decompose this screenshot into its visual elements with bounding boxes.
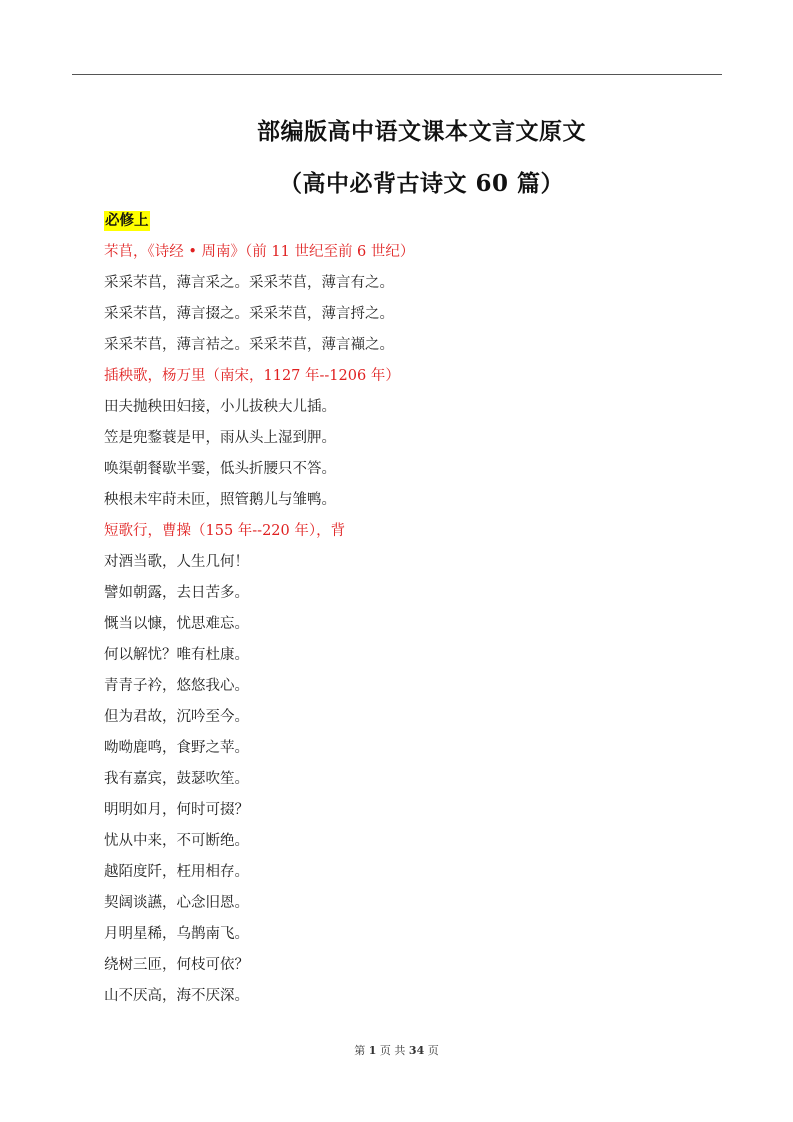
poem-line: 田夫抛秧田妇接，小儿拔秧大儿插。	[104, 399, 336, 415]
footer-suffix: 页	[427, 1044, 439, 1057]
section-label-row	[104, 206, 724, 237]
poem-line: 对酒当歌，人生几何！	[104, 554, 249, 570]
poem-heading: 短歌行，曹操（155 年--220 年），背	[104, 523, 346, 539]
header-rule	[72, 74, 722, 75]
page-footer	[0, 1042, 793, 1058]
poem-line: 契阔谈讌，心念旧恩。	[104, 895, 249, 911]
footer-prefix: 第	[354, 1044, 366, 1057]
document-subtitle: （高中必背古诗文 60 篇）	[278, 170, 565, 197]
poem-line: 唤渠朝餐歇半霎，低头折腰只不答。	[104, 461, 336, 477]
document-body	[104, 206, 724, 1012]
poem-heading: 芣苢，《诗经 • 周南》（前 11 世纪至前 6 世纪）	[104, 244, 415, 260]
poem-line: 越陌度阡，枉用相存。	[104, 864, 249, 880]
poem-line: 笠是兜鍪蓑是甲，雨从头上湿到胛。	[104, 430, 336, 446]
poem-line: 慨当以慷，忧思难忘。	[104, 616, 249, 632]
poem-heading: 插秧歌，杨万里（南宋，1127 年--1206 年）	[104, 368, 400, 384]
poem-line: 我有嘉宾，鼓瑟吹笙。	[104, 771, 249, 787]
footer-middle: 页 共	[379, 1044, 406, 1057]
footer-total-pages: 34	[408, 1044, 425, 1057]
poem-line: 譬如朝露，去日苦多。	[104, 585, 249, 601]
poem-line: 采采芣苢，薄言采之。采采芣苢，薄言有之。	[104, 275, 394, 291]
text-lines	[104, 237, 724, 1012]
poem-line: 忧从中来，不可断绝。	[104, 833, 249, 849]
footer-page-number: 1	[368, 1044, 377, 1057]
poem-line: 青青子衿，悠悠我心。	[104, 678, 249, 694]
poem-line: 明明如月，何时可掇？	[104, 802, 249, 818]
poem-line: 月明星稀，乌鹊南飞。	[104, 926, 249, 942]
section-label: 必修上	[105, 212, 149, 229]
poem-line: 但为君故，沉吟至今。	[104, 709, 249, 725]
poem-line: 山不厌高，海不厌深。	[104, 988, 249, 1004]
poem-line: 呦呦鹿鸣，食野之苹。	[104, 740, 249, 756]
document-title: 部编版高中语文课本文言文原文	[257, 118, 586, 145]
poem-line: 采采芣苢，薄言袺之。采采芣苢，薄言襭之。	[104, 337, 394, 353]
poem-line: 何以解忧？唯有杜康。	[104, 647, 249, 663]
poem-line: 绕树三匝，何枝可依？	[104, 957, 249, 973]
poem-line: 采采芣苢，薄言掇之。采采芣苢，薄言捋之。	[104, 306, 394, 322]
poem-line: 秧根未牢莳未匝，照管鹅儿与雏鸭。	[104, 492, 336, 508]
